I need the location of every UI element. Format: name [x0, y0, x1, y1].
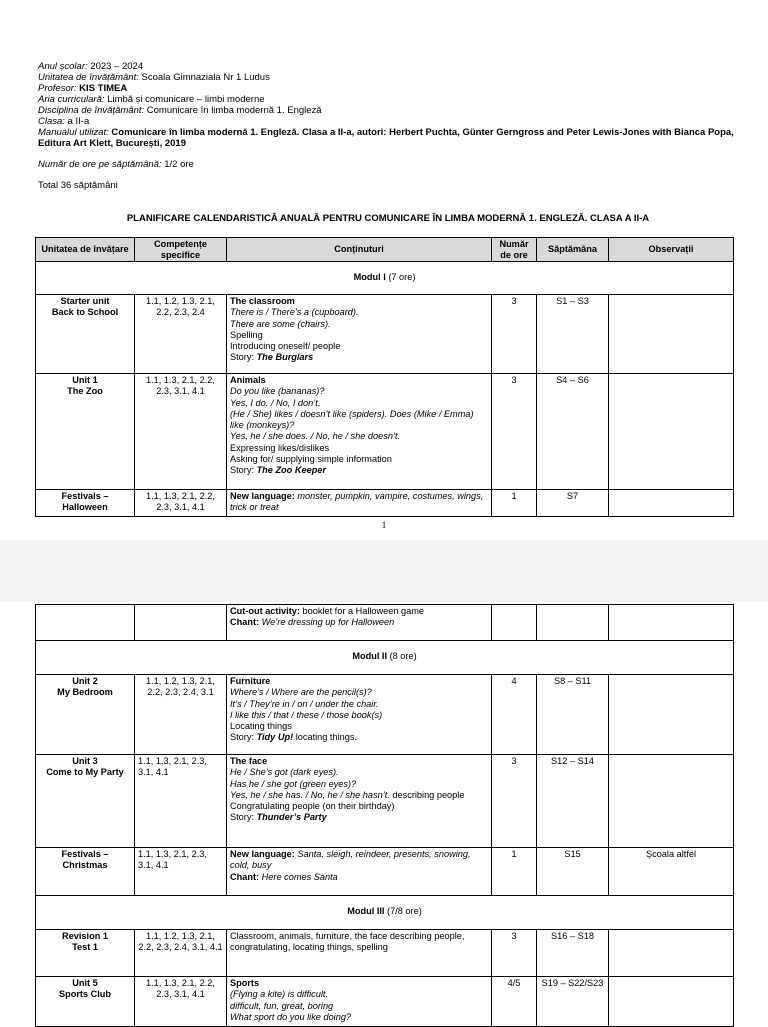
competences-cell: 1.1, 1.3, 2.1, 2.2, 2.3, 3.1, 4.1	[135, 977, 227, 1027]
class-line: Clasa: a II-a	[38, 116, 90, 127]
module-title: Modul I (7 ore)	[36, 262, 734, 295]
column-header-unit: Unitatea de învățare	[36, 238, 135, 262]
column-header-contents: Conținuturi	[227, 238, 492, 262]
week-cell: S19 – S22/S23	[537, 977, 609, 1027]
week-cell: S1 – S3	[537, 295, 609, 374]
contents-cell: Sports (Flying a kite) is difficult. difficult, fun, great, boring What sport do you like doing?	[227, 977, 492, 1027]
hours-cell: 3	[492, 755, 537, 848]
week-cell: S7	[537, 490, 609, 517]
table-header-row	[36, 238, 734, 262]
contents-cell: Cut-out activity: booklet for a Halloween game Chant: We’re dressing up for Halloween	[227, 605, 492, 641]
hours-per-week-line: Număr de ore pe săptămână: 1/2 ore	[38, 159, 194, 170]
week-cell	[537, 605, 609, 641]
week-cell: S8 – S11	[537, 675, 609, 755]
module-row	[36, 641, 734, 675]
table-row	[36, 755, 734, 848]
table-row	[36, 295, 734, 374]
contents-cell: The classroom There is / There’s a (cupboard). There are some (chairs). Spelling Introducing oneself/ people Story: The Burglars	[227, 295, 492, 374]
module-title: Modul III (7/8 ore)	[36, 896, 734, 930]
curricular-area-line: Aria curriculară: Limbă și comunicare – limbi moderne	[38, 94, 265, 105]
hours-cell: 4	[492, 675, 537, 755]
unit-cell: Unit 3 Come to My Party	[36, 755, 135, 848]
school-year-line: Anul școlar: 2023 – 2024	[38, 61, 144, 72]
unit-cell: Starter unit Back to School	[36, 295, 135, 374]
planning-table-page-2	[35, 604, 734, 1027]
contents-cell: Classroom, animals, furniture, the face describing people, congratulating, locating things, spelling	[227, 930, 492, 977]
table-row	[36, 675, 734, 755]
column-header-competences: Competențe specifice	[135, 238, 227, 262]
planning-table-page-1	[35, 237, 734, 517]
column-header-week: Săptămâna	[537, 238, 609, 262]
week-cell: S15	[537, 848, 609, 896]
contents-cell: The face He / She’s got (dark eyes). Has he / she got (green eyes)? Yes, he / she has. / No, he / she hasn’t. describing people Congratulating people (on their birthday) Story: Thunder’s Party	[227, 755, 492, 848]
hours-cell: 4/5	[492, 977, 537, 1027]
hours-cell: 3	[492, 930, 537, 977]
total-weeks-line: Total 36 săptămâni	[38, 180, 118, 191]
unit-cell: Festivals – Halloween	[36, 490, 135, 517]
unit-cell: Festivals – Christmas	[36, 848, 135, 896]
module-title: Modul II (8 ore)	[36, 641, 734, 675]
module-row	[36, 262, 734, 295]
competences-cell: 1.1, 1.2, 1.3, 2.1, 2.2, 2.3, 2.4, 3.1, 4.1	[135, 930, 227, 977]
observations-cell	[609, 675, 734, 755]
contents-cell: Furniture Where’s / Where are the pencil(s)? It’s / They’re in / on / under the chair. I like this / that / these / those book(s) Locating things Story: Tidy Up! locating things.	[227, 675, 492, 755]
unit-cell: Unit 2 My Bedroom	[36, 675, 135, 755]
column-header-observations: Observații	[609, 238, 734, 262]
observations-cell	[609, 374, 734, 490]
competences-cell: 1.1, 1.3, 2.1, 2.3, 3.1, 4.1	[135, 755, 227, 848]
competences-cell: 1.1, 1.3, 2.1, 2.2, 2.3, 3.1, 4.1	[135, 490, 227, 517]
competences-cell: 1.1, 1.3, 2.1, 2.3, 3.1, 4.1	[135, 848, 227, 896]
document-header	[38, 61, 738, 191]
observations-cell: Școala altfel	[609, 848, 734, 896]
table-row	[36, 848, 734, 896]
contents-cell: New language: Santa, sleigh, reindeer, presents, snowing, cold, busy Chant: Here comes Santa	[227, 848, 492, 896]
table-row	[36, 930, 734, 977]
contents-cell: Animals Do you like (bananas)? Yes, I do. / No, I don’t. (He / She) likes / doesn’t like (spiders). Does (Mike / Emma) like (monkeys)? Yes, he / she does. / No, he / she doesn’t. Expressing likes/dislikes Asking for/ supplying simple information Story: The Zoo Keeper	[227, 374, 492, 490]
hours-cell: 1	[492, 490, 537, 517]
contents-cell: New language: monster, pumpkin, vampire, costumes, wings, trick or treat	[227, 490, 492, 517]
observations-cell	[609, 295, 734, 374]
competences-cell: 1.1, 1.3, 2.1, 2.2, 2.3, 3.1, 4.1	[135, 374, 227, 490]
page-gap	[0, 540, 768, 602]
observations-cell	[609, 977, 734, 1027]
table-row	[36, 374, 734, 490]
hours-cell	[492, 605, 537, 641]
document-title: PLANIFICARE CALENDARISTICĂ ANUALĂ PENTRU COMUNICARE ÎN LIMBA MODERNĂ 1. ENGLEZĂ. CLASA A II-A	[126, 213, 650, 224]
observations-cell	[609, 755, 734, 848]
week-cell: S16 – S18	[537, 930, 609, 977]
unit-cell: Unit 5 Sports Club	[36, 977, 135, 1027]
table-row	[36, 605, 734, 641]
hours-cell: 3	[492, 295, 537, 374]
observations-cell	[609, 490, 734, 517]
week-cell: S12 – S14	[537, 755, 609, 848]
competences-cell: 1.1, 1.2, 1.3, 2.1, 2.2, 2.3, 2.4, 3.1	[135, 675, 227, 755]
textbook-line: Manualul utilizat: Comunicare în limba modernă 1. Engleză. Clasa a II-a, autori: Herbert Puchta, Günter Gerngross and Peter Lewis-Jones with Bianca Popa, Editura Art Klett, București, 2019	[38, 127, 734, 149]
discipline-line: Disciplina de învățământ: Comunicare în limba modernă 1. Engleză	[38, 105, 322, 116]
school-unit-line: Unitatea de învățământ: Scoala Gimnaziala Nr 1 Ludus	[38, 72, 270, 83]
unit-cell: Revision 1 Test 1	[36, 930, 135, 977]
week-cell: S4 – S6	[537, 374, 609, 490]
teacher-line: Profesor: KIS TIMEA	[38, 83, 128, 94]
unit-cell	[36, 605, 135, 641]
page-number: 1	[381, 521, 387, 531]
column-header-hours: Număr de ore	[492, 238, 537, 262]
document-page-2	[0, 602, 768, 1024]
competences-cell: 1.1, 1.2, 1.3, 2.1, 2.2, 2.3, 2.4	[135, 295, 227, 374]
observations-cell	[609, 930, 734, 977]
hours-cell: 1	[492, 848, 537, 896]
competences-cell	[135, 605, 227, 641]
module-row	[36, 896, 734, 930]
table-row	[36, 977, 734, 1027]
hours-cell: 3	[492, 374, 537, 490]
observations-cell	[609, 605, 734, 641]
table-row	[36, 490, 734, 517]
unit-cell: Unit 1 The Zoo	[36, 374, 135, 490]
